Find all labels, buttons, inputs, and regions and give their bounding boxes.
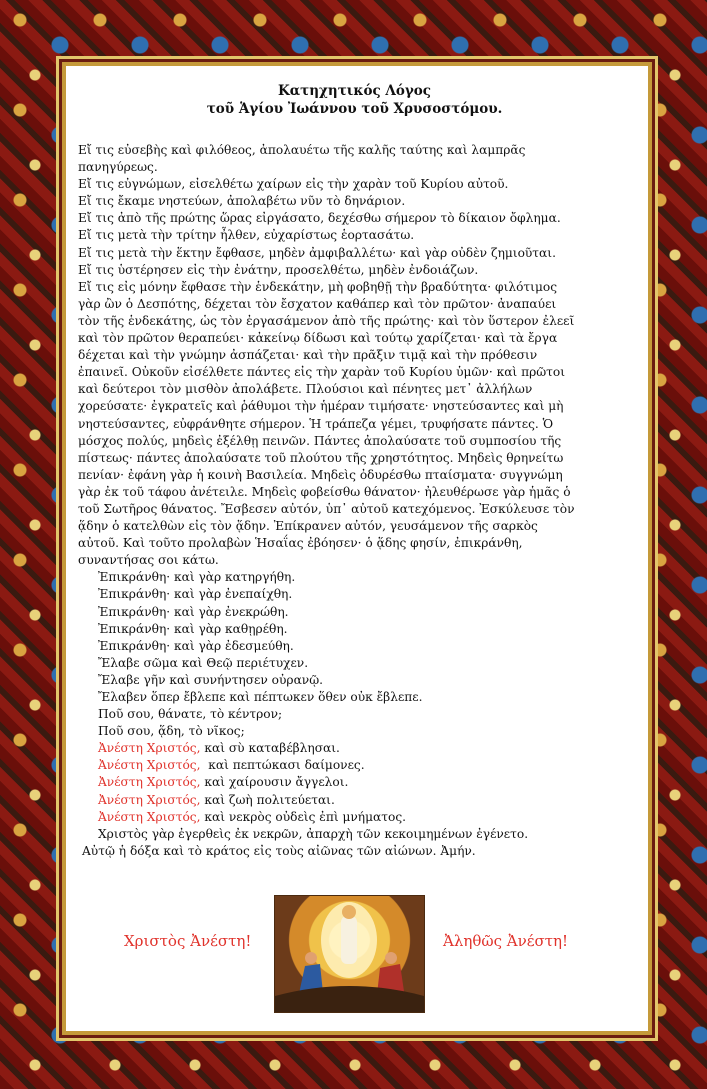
indented-line: Ποῦ σου, ᾅδη, τὸ νῖκος; — [98, 724, 245, 739]
indented-line: Ἔλαβεν ὅπερ ἔβλεπε καὶ πέπτωκεν ὅθεν οὐκ ἔβλεπε. — [98, 690, 423, 704]
resurrection-line — [78, 792, 631, 809]
text-line: καὶ δεύτεροι τὸν μισθὸν ἀπολάβετε. Πλούσιοι καὶ πένητες μετ᾽ ἀλλήλων — [78, 382, 533, 397]
text-line: ᾅδην ὁ κατελθὼν εἰς τὸν ᾅδην. Ἐπίκρανεν αὐτόν, γευσάμενον τῆς σαρκὸς — [78, 519, 538, 534]
text-line: συναντήσας σοι κάτω. — [78, 553, 219, 568]
icon-painting — [275, 896, 424, 1012]
text-line: Εἴ τις μετὰ τὴν ἕκτην ἔφθασε, μηδὲν ἀμφιβαλλέτω· καὶ γὰρ οὐδὲν ζημιοῦται. — [78, 245, 556, 260]
resurrection-icon — [274, 895, 425, 1013]
text-line: καὶ τὸν πρῶτον θεραπεύει· κἀκείνῳ δίδωσι καὶ τούτῳ χαρίζεται· καὶ τὰ ἔργα — [78, 331, 558, 346]
text-line: μόσχος πολύς, μηδεὶς ἐξέλθῃ πεινῶν. Πάντες ἀπολαύσατε τοῦ συμποσίου τῆς — [78, 433, 562, 448]
indented-line: Ποῦ σου, θάνατε, τὸ κέντρον; — [98, 707, 283, 722]
text-line: αὐτοῦ. Καὶ τοῦτο προλαβὼν Ἡσαΐας ἐβόησεν· ὁ ᾅδης φησίν, ἐπικράνθη, — [78, 536, 523, 551]
resurrection-line — [78, 774, 631, 791]
line-rest: καὶ σὺ καταβέβλησαι. — [200, 741, 340, 756]
resurrection-line — [78, 757, 631, 774]
text-line: ἐπαινεῖ. Οὐκοῦν εἰσέλθετε πάντες εἰς τὴν χαρὰν τοῦ Κυρίου ὑμῶν· καὶ πρῶτοι — [78, 365, 566, 380]
red-phrase: Ἀνέστη Χριστός, — [98, 741, 201, 756]
text-line: πενίαν· ἐφάνη γὰρ ἡ κοινὴ Βασιλεία. Μηδεὶς ὀδυρέσθω πταίσματα· συγγνώμη — [78, 467, 563, 482]
line-rest: καὶ ζωὴ πολιτεύεται. — [200, 792, 335, 807]
greeting-left: Χριστὸς Ἀνέστη! — [124, 932, 252, 950]
text-line: νηστεύσαντες, εὐφράνθητε σήμερον. Ἡ τράπεζα γέμει, τρυφήσατε πάντες. Ὁ — [78, 416, 554, 431]
text-line: πανηγύρεως. — [78, 160, 158, 175]
text-line: τὸν τῆς ἑνδεκάτης, ὡς τὸν ἐργασάμενον ἀπὸ τῆς πρώτης· καὶ τὸν ὕστερον ἐλεεῖ — [78, 313, 575, 328]
text-line: Εἴ τις ὑστέρησεν εἰς τὴν ἐνάτην, προσελθέτω, μηδὲν ἐνδοιάζων. — [78, 262, 479, 277]
indented-line: Ἔλαβε σῶμα καὶ Θεῷ περιέτυχεν. — [98, 655, 309, 670]
text-line: Εἴ τις εὐσεβὴς καὶ φιλόθεος, ἀπολαυέτω τῆς καλῆς ταύτης καὶ λαμπρᾶς — [78, 143, 526, 157]
title-line: τοῦ Ἁγίου Ἰωάννου τοῦ Χρυσοστόμου. — [206, 101, 503, 117]
text-line: πίστεως· πάντες ἀπολαύσατε τοῦ πλούτου τῆς χρηστότητος. Μηδεὶς θρηνείτω — [78, 450, 564, 465]
line-rest: καὶ νεκρὸς οὐδεὶς ἐπὶ μνήματος. — [200, 809, 407, 824]
text-line: χορεύσατε· ἐγκρατεῖς καὶ ῥάθυμοι τὴν ἡμέραν τιμήσατε· νηστεύσαντες καὶ μὴ — [78, 399, 564, 414]
resurrection-line — [78, 740, 631, 757]
text-line: Εἴ τις εἰς μόνην ἔφθασε τὴν ἑνδεκάτην, μὴ φοβηθῇ τὴν βραδύτητα· φιλότιμος — [78, 279, 558, 294]
title-line: Κατηχητικός Λόγος — [278, 83, 431, 99]
text-line: γὰρ ἐκ τοῦ τάφου ἀνέτειλε. Μηδεὶς φοβείσθω θάνατον· ἠλευθέρωσε γὰρ ἡμᾶς ὁ — [78, 484, 571, 499]
indented-line: Ἐπικράνθη· καὶ γὰρ ἐνεκρώθη. — [98, 604, 289, 619]
text-line: δέχεται καὶ τὴν γνώμην ἀσπάζεται· καὶ τὴν πρᾶξιν τιμᾷ καὶ τὴν πρόθεσιν — [78, 348, 538, 363]
greeting-right: Ἀληθῶς Ἀνέστη! — [443, 932, 569, 950]
text-line: γὰρ ὢν ὁ Δεσπότης, δέχεται τὸν ἔσχατον καθάπερ καὶ τὸν πρῶτον· ἀναπαύει — [78, 296, 557, 311]
resurrection-line — [78, 809, 631, 826]
red-phrase: Ἀνέστη Χριστός, — [98, 792, 201, 807]
indented-line: Ἐπικράνθη· καὶ γὰρ ἐδεσμεύθη. — [98, 638, 294, 653]
icon-row — [78, 895, 631, 1011]
indented-line: Ἐπικράνθη· καὶ γὰρ ἐνεπαίχθη. — [98, 587, 293, 602]
doxology-line: Αὐτῷ ἡ δόξα καὶ τὸ κράτος εἰς τοὺς αἰῶνας τῶν αἰώνων. Ἀμήν. — [82, 843, 476, 858]
line-rest: καὶ πεπτώκασι δαίμονες. — [200, 758, 365, 773]
red-phrase: Ἀνέστη Χριστός, — [98, 758, 201, 773]
text-line: Εἴ τις ἔκαμε νηστεύων, ἀπολαβέτω νῦν τὸ δηνάριον. — [78, 194, 406, 209]
main-paragraph — [78, 142, 631, 569]
closing-line: Χριστὸς γὰρ ἐγερθεὶς ἐκ νεκρῶν, ἀπαρχὴ τῶν κεκοιμημένων ἐγένετο. — [98, 826, 529, 841]
text-line: Εἴ τις εὐγνώμων, εἰσελθέτω χαίρων εἰς τὴν χαρὰν τοῦ Κυρίου αὐτοῦ. — [78, 177, 509, 192]
text-line: τοῦ Σωτῆρος θάνατος. Ἔσβεσεν αὐτόν, ὑπ᾽ αὐτοῦ κατεχόμενος. Ἐσκύλευσε τὸν — [78, 501, 575, 516]
indented-line: Ἐπικράνθη· καὶ γὰρ καθῃρέθη. — [98, 621, 288, 636]
text-line: Εἴ τις μετὰ τὴν τρίτην ἦλθεν, εὐχαρίστως ἑορτασάτω. — [78, 228, 415, 243]
page-title — [78, 82, 631, 118]
indented-line: Ἔλαβε γῆν καὶ συνήντησεν οὐρανῷ. — [98, 672, 324, 687]
line-rest: καὶ χαίρουσιν ἄγγελοι. — [200, 775, 349, 790]
red-phrase: Ἀνέστη Χριστός, — [98, 775, 201, 790]
homily-text — [78, 82, 631, 860]
indented-line: Ἐπικράνθη· καὶ γὰρ κατηργήθη. — [98, 570, 296, 585]
text-line: Εἴ τις ἀπὸ τῆς πρώτης ὥρας εἰργάσατο, δεχέσθω σήμερον τὸ δίκαιον ὄφλημα. — [78, 211, 561, 226]
red-phrase: Ἀνέστη Χριστός, — [98, 809, 201, 824]
